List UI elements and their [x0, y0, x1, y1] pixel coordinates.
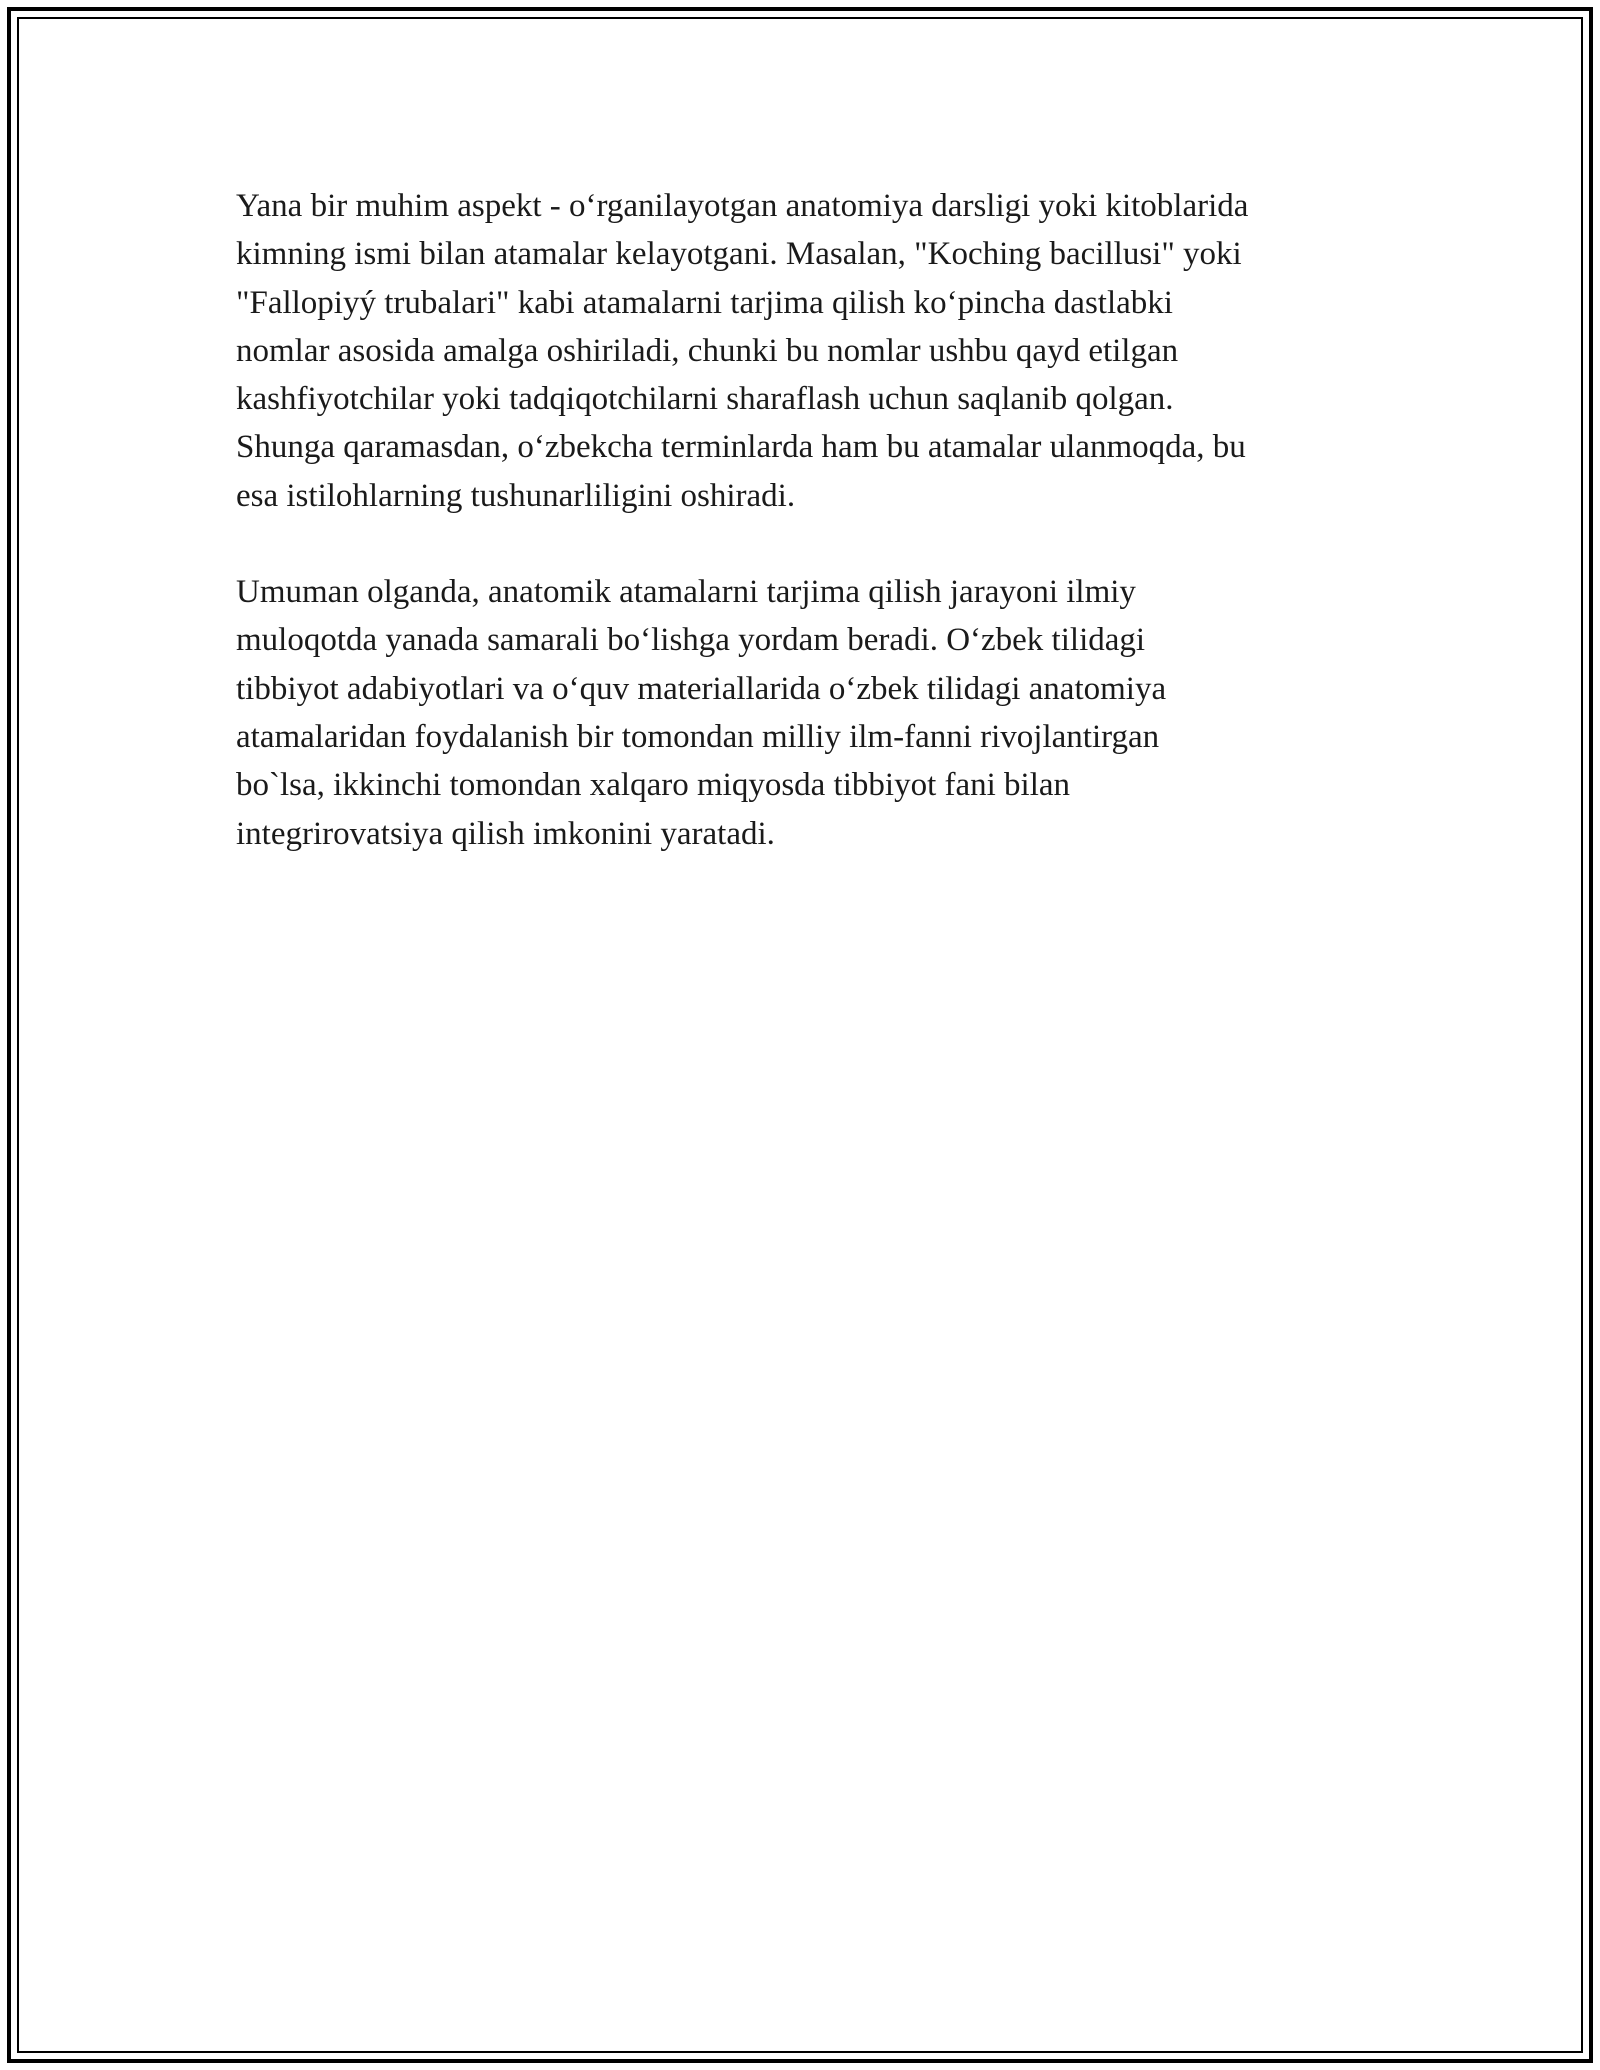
paragraph-1: Yana bir muhim aspekt - o‘rganilayotgan anatomiya darsligi yoki kitoblarida kimning ismi bilan atamalar kelayotgani. Masalan, "Koching bacillusi" yoki "Fallopiyý trubalari" kabi atamalarni tarjima qilish ko‘pincha dastlabki nomlar asosida amalga oshiriladi, chunki bu nomlar ushbu qayd etilgan kashfiyotchilar yoki tadqiqotchilarni sharaflash uchun saqlanib qolgan. Shunga qaramasdan, o‘zbekcha terminlarda ham bu atamalar ulanmoqda, bu esa istilohlarning tushunarliligini oshiradi. — [236, 188, 1249, 514]
document-body — [236, 182, 1386, 858]
paragraph-2: Umuman olganda, anatomik atamalarni tarjima qilish jarayoni ilmiy muloqotda yanada samarali bo‘lishga yordam beradi. O‘zbek tilidagi tibbiyot adabiyotlari va o‘quv materiallarida o‘zbek tilidagi anatomiya atamalaridan foydalanish bir tomondan milliy ilm-fanni rivojlantirgan bo`lsa, ikkinchi tomondan xalqaro miqyosda tibbiyot fani bilan integrirovatsiya qilish imkonini yaratadi. — [236, 574, 1167, 852]
